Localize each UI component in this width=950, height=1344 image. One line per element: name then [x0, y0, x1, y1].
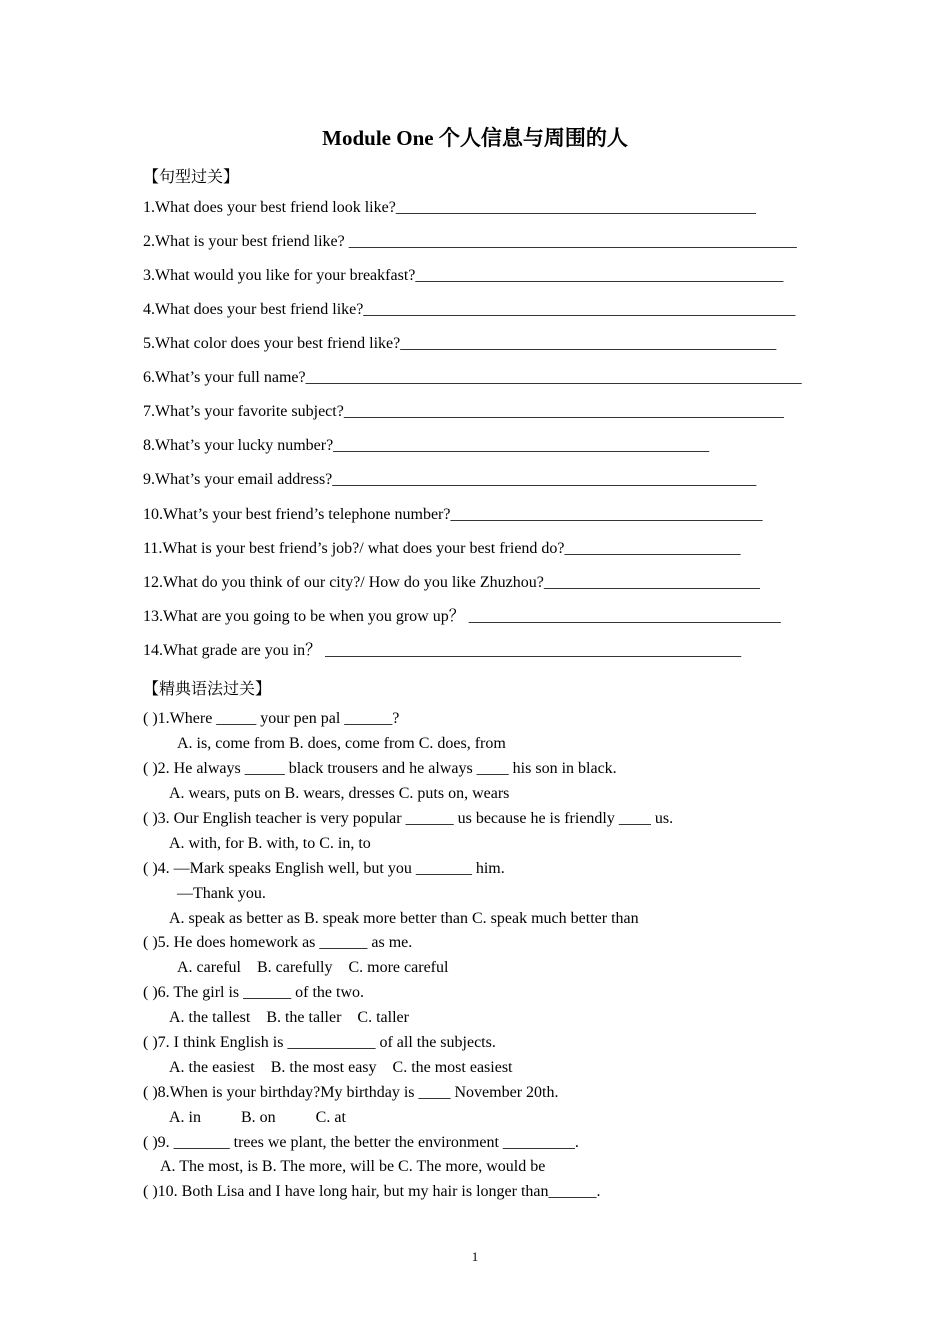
question-line: 5.What color does your best friend like?_______________________________________________ [143, 335, 777, 352]
question-line: 8.What’s your lucky number?_______________________________________________ [143, 437, 710, 454]
grammar-question: ( )8.When is your birthday?My birthday is ____ November 20th. [143, 1084, 559, 1101]
grammar-question: ( )2. He always _____ black trousers and he always ____ his son in black. [143, 760, 617, 777]
question-line: 14.What grade are you in？ ____________________________________________________ [143, 642, 742, 659]
question-line: 2.What is your best friend like? ________________________________________________________ [143, 233, 797, 250]
grammar-options: A. in B. on C. at [169, 1109, 346, 1126]
grammar-question: ( )10. Both Lisa and I have long hair, but my hair is longer than______. [143, 1183, 601, 1200]
question-line: 3.What would you like for your breakfast?______________________________________________ [143, 267, 784, 284]
question-line: 6.What’s your full name?______________________________________________________________ [143, 369, 802, 386]
grammar-options: A. speak as better as B. speak more better than C. speak much better than [169, 910, 639, 927]
grammar-question: ( )9. _______ trees we plant, the better the environment _________. [143, 1134, 579, 1151]
question-line: 1.What does your best friend look like?_____________________________________________ [143, 199, 756, 216]
question-line: 4.What does your best friend like?______________________________________________________ [143, 301, 796, 318]
grammar-options: A. with, for B. with, to C. in, to [169, 835, 371, 852]
question-line: 10.What’s your best friend’s telephone number?_______________________________________ [143, 506, 763, 523]
question-line: 9.What’s your email address?_____________________________________________________ [143, 471, 757, 488]
grammar-question: ( )3. Our English teacher is very popular ______ us because he is friendly ____ us. [143, 810, 674, 827]
grammar-options: A. The most, is B. The more, will be C. The more, would be [160, 1158, 546, 1175]
grammar-question: ( )4. —Mark speaks English well, but you _______ him. [143, 860, 505, 877]
page-number: 1 [471, 1249, 479, 1264]
question-line: 11.What is your best friend’s job?/ what does your best friend do?______________________ [143, 540, 741, 557]
grammar-question: ( )7. I think English is ___________ of all the subjects. [143, 1034, 496, 1051]
page-title: Module One 个人信息与周围的人 [322, 126, 628, 150]
grammar-options: A. wears, puts on B. wears, dresses C. puts on, wears [169, 785, 510, 802]
grammar-options: A. the easiest B. the most easy C. the most easiest [169, 1059, 513, 1076]
grammar-question-continuation: —Thank you. [177, 885, 266, 902]
question-line: 12.What do you think of our city?/ How do you like Zhuzhou?___________________________ [143, 574, 760, 591]
grammar-question: ( )5. He does homework as ______ as me. [143, 934, 413, 951]
grammar-section-heading: 【精典语法过关】 [143, 681, 272, 698]
question-line: 7.What’s your favorite subject?_______________________________________________________ [143, 403, 784, 420]
grammar-question: ( )1.Where _____ your pen pal ______? [143, 710, 400, 727]
grammar-options: A. careful B. carefully C. more careful [177, 959, 449, 976]
grammar-options: A. the tallest B. the taller C. taller [169, 1009, 409, 1026]
grammar-question: ( )6. The girl is ______ of the two. [143, 984, 365, 1001]
sentence-section-heading: 【句型过关】 [143, 169, 240, 186]
grammar-options: A. is, come from B. does, come from C. does, from [177, 735, 506, 752]
question-line: 13.What are you going to be when you grow up？ _______________________________________ [143, 608, 781, 625]
